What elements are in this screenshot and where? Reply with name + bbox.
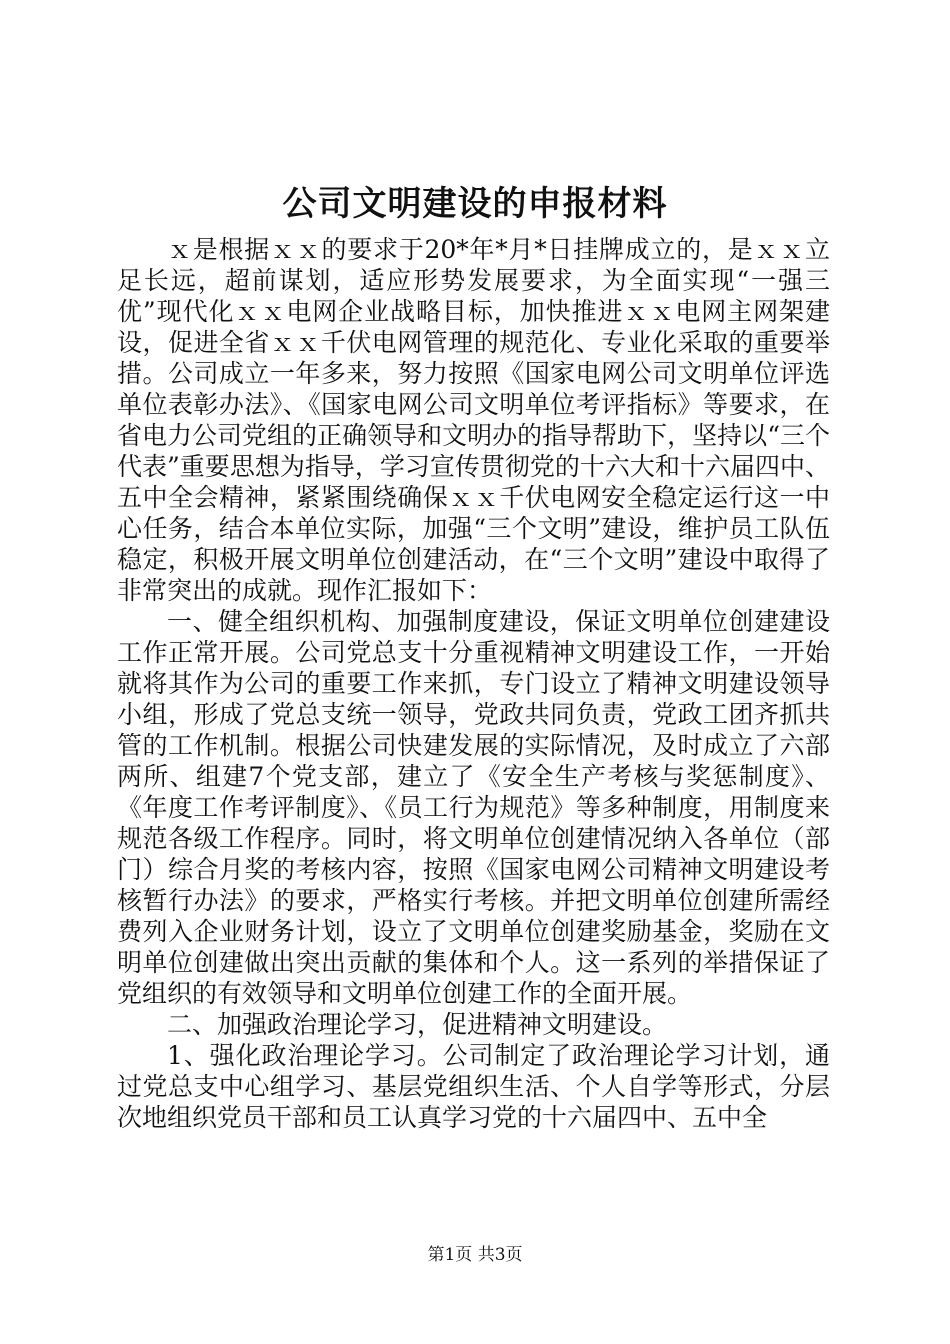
page-footer: 第1页 共3页: [427, 1245, 523, 1265]
document-body: [117, 234, 830, 1133]
paragraph-section-2-heading: 二、加强政治理论学习，促进精神文明建设。: [167, 1010, 668, 1039]
paragraph-section-1: 一、健全组织机构、加强制度建设，保证文明单位创建建设工作正常开展。公司党总支十分重视精神文明建设工作，一开始就将其作为公司的重要工作来抓，专门设立了精神文明建设领导小组，形成了党总支统一领导，党政共同负责，党政工团齐抓共管的工作机制。根据公司快建发展的实际情况，及时成立了六部两所、组建7个党支部，建立了《安全生产考核与奖惩制度》、《年度工作考评制度》、《员工行为规范》等多种制度，用制度来规范各级工作程序。同时，将文明单位创建情况纳入各单位（部门）综合月奖的考核内容，按照《国家电网公司精神文明建设考核暂行办法》的要求，严格实行考核。并把文明单位创建所需经费列入企业财务计划，设立了文明单位创建奖励基金，奖励在文明单位创建做出突出贡献的集体和个人。这一系列的举措保证了党组织的有效领导和文明单位创建工作的全面开展。: [117, 607, 830, 1008]
paragraph-intro: ｘ是根据ｘｘ的要求于20*年*月*日挂牌成立的，是ｘｘ立足长远，超前谋划，适应形势发展要求，为全面实现“一强三优”现代化ｘｘ电网企业战略目标，加快推进ｘｘ电网主网架建设，促进全省ｘｘ千伏电网管理的规范化、专业化采取的重要举措。公司成立一年多来，努力按照《国家电网公司文明单位评选单位表彰办法》、《国家电网公司文明单位考评指标》等要求，在省电力公司党组的正确领导和文明办的指导帮助下，坚持以“三个代表”重要思想为指导，学习宣传贯彻党的十六大和十六届四中、五中全会精神，紧紧围绕确保ｘｘ千伏电网安全稳定运行这一中心任务，结合本单位实际，加强“三个文明”建设，维护员工队伍稳定，积极开展文明单位创建活动，在“三个文明”建设中取得了非常突出的成就。现作汇报如下：: [117, 235, 830, 605]
document-title: 公司文明建设的申报材料: [282, 184, 668, 224]
paragraph-section-2-item-1: 1、强化政治理论学习。公司制定了政治理论学习计划，通过党总支中心组学习、基层党组织生活、个人自学等形式，分层次地组织党员干部和员工认真学习党的十六届四中、五中全: [117, 1041, 830, 1132]
